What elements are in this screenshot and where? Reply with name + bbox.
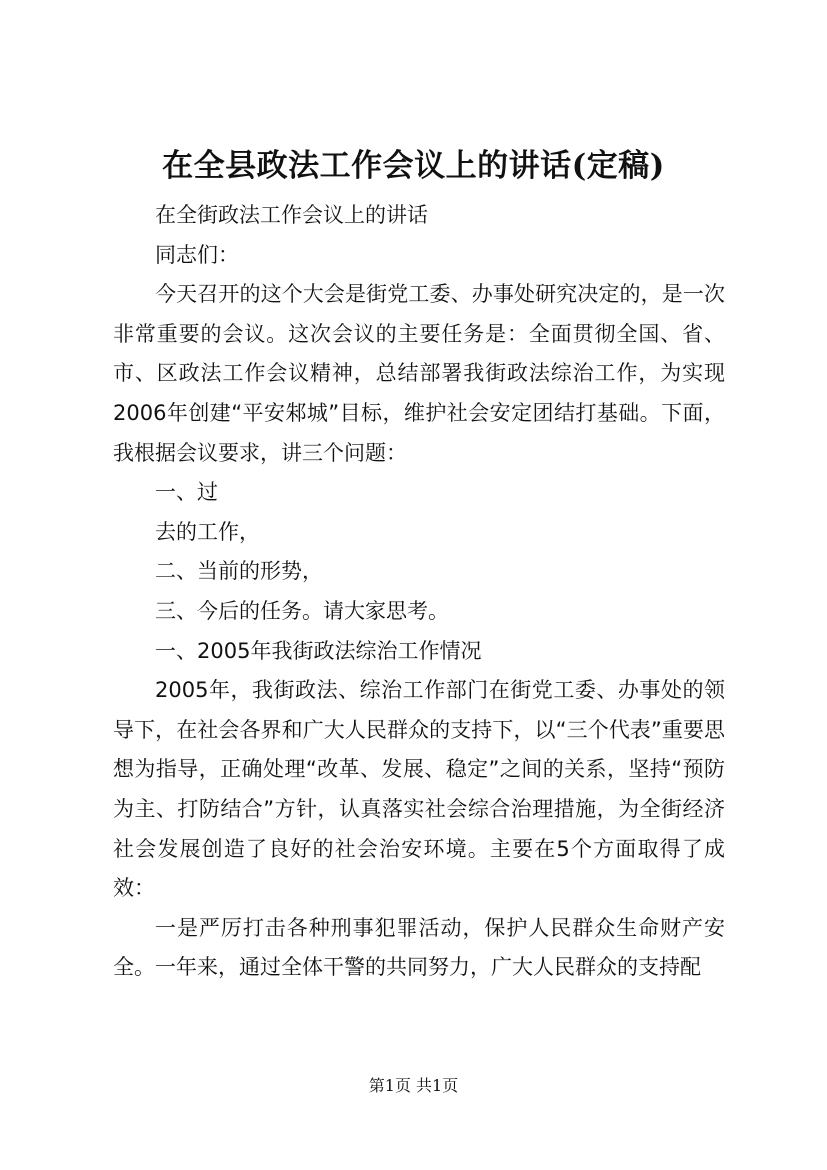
body-paragraph: 去的工作， <box>155 519 260 544</box>
body-paragraph: 一是严厉打击各种刑事犯罪活动，保护人民群众生命财产安全。一年来，通过全体干警的共同努力，广大人民群众的支持配 <box>113 915 725 980</box>
body-paragraph: 一、2005年我街政法综治工作情况 <box>155 638 482 663</box>
body-paragraph: 在全街政法工作会议上的讲话 <box>155 203 428 227</box>
body-paragraph: 同志们： <box>155 242 239 267</box>
body-paragraph: 2005年，我街政法、综治工作部门在街党工委、办事处的领导下，在社会各界和广大人民群众的支持下，以“三个代表”重要思想为指导，正确处理“改革、发展、稳定”之间的关系，坚持“预防为主、打防结合”方针，认真落实社会综合治理措施，为全街经济社会发展创造了良好的社会治安环境。主要在5个方面取得了成效： <box>113 678 725 901</box>
body-paragraph: 三、今后的任务。请大家思考。 <box>155 598 449 623</box>
document-body <box>113 196 725 988</box>
document-title: 在全县政法工作会议上的讲话(定稿) <box>162 148 665 184</box>
body-paragraph: 二、当前的形势， <box>155 559 323 584</box>
page-footer: 第1页 共1页 <box>368 1076 459 1095</box>
body-paragraph: 一、过 <box>155 480 218 505</box>
body-paragraph: 今天召开的这个大会是街党工委、办事处研究决定的，是一次非常重要的会议。这次会议的主要任务是：全面贯彻全国、省、市、区政法工作会议精神，总结部署我街政法综治工作，为实现2006年创建“平安邾城”目标，维护社会安定团结打基础。下面，我根据会议要求，讲三个问题： <box>113 282 725 465</box>
